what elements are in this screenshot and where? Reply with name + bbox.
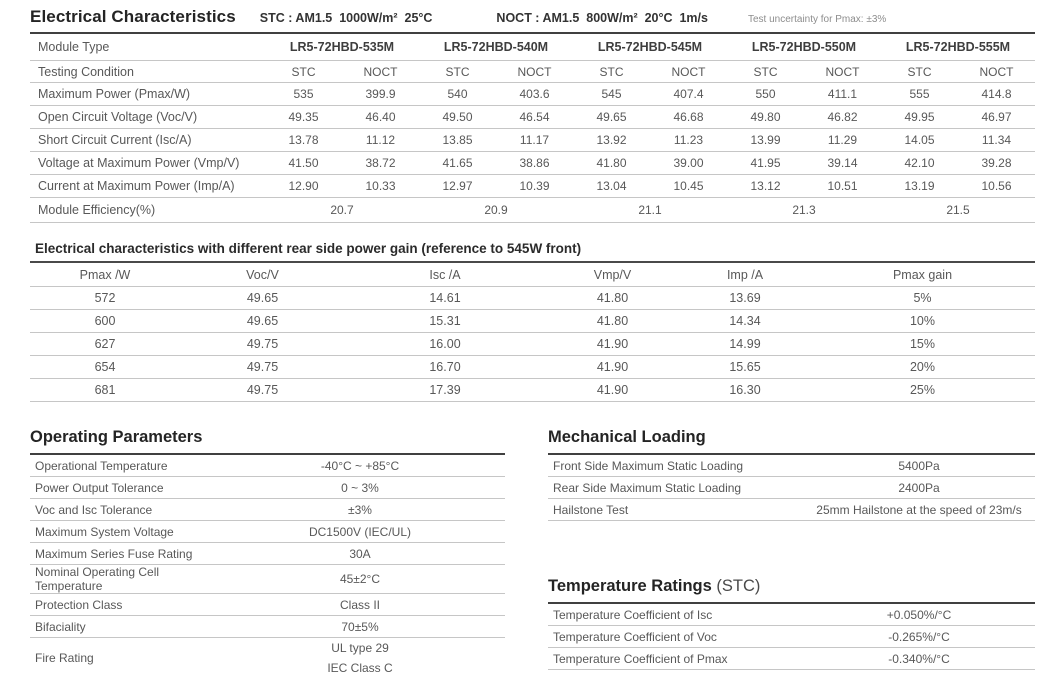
- stc-test-condition: STC : AM1.5 1000W/m² 25°C: [259, 11, 433, 25]
- value-line: -0.265%/°C: [888, 629, 950, 644]
- value-cell: 627: [94, 337, 116, 351]
- electrical-characteristics-header: [30, 0, 1035, 34]
- page-title: Electrical Characteristics: [30, 7, 236, 26]
- value-cell: 41.50: [288, 156, 319, 170]
- value-cell: 49.75: [246, 337, 279, 351]
- value-cell: 49.35: [288, 110, 319, 124]
- value-line: IEC Class C: [327, 661, 393, 673]
- row-label: Temperature Coefficient of Isc: [553, 607, 713, 622]
- efficiency-value: 21.3: [792, 203, 816, 217]
- table-row: [30, 565, 505, 594]
- operating-parameters-panel: [30, 428, 505, 673]
- table-row: [30, 543, 505, 565]
- value-line: 30A: [349, 546, 371, 561]
- table-row: [30, 616, 505, 638]
- row-value: [215, 500, 505, 520]
- column-header: Imp /A: [726, 267, 764, 282]
- table-row: [30, 175, 1035, 198]
- condition-header: NOCT: [979, 64, 1014, 79]
- value-cell: 14.99: [729, 337, 761, 351]
- value-cell: 407.4: [673, 87, 704, 101]
- row-label: Maximum System Voltage: [35, 524, 174, 539]
- row-value: [215, 544, 505, 564]
- row-label: Short Circuit Current (Isc/A): [38, 133, 192, 147]
- temperature-ratings-table: [548, 604, 1035, 670]
- table-row: [30, 106, 1035, 129]
- value-cell: 11.29: [827, 133, 858, 147]
- value-cell: 5%: [913, 291, 932, 305]
- condition-header: STC: [907, 64, 932, 79]
- value-cell: 12.97: [442, 179, 473, 193]
- condition-header: NOCT: [363, 64, 398, 79]
- table-row: [30, 379, 1035, 402]
- column-header: Vmp/V: [593, 267, 632, 282]
- condition-header: STC: [753, 64, 778, 79]
- efficiency-value: 21.5: [946, 203, 970, 217]
- value-line: 0 ~ 3%: [341, 480, 379, 495]
- value-cell: 10.39: [519, 179, 550, 193]
- row-value: [215, 617, 505, 637]
- value-line: DC1500V (IEC/UL): [308, 524, 412, 539]
- row-value: [215, 569, 505, 589]
- table-row: [30, 333, 1035, 356]
- noct-test-condition: NOCT : AM1.5 800W/m² 20°C 1m/s: [496, 11, 708, 25]
- value-line: ±3%: [348, 502, 372, 517]
- value-cell: 41.65: [442, 156, 473, 170]
- column-header: Voc/V: [246, 267, 279, 282]
- value-cell: 49.75: [246, 383, 279, 397]
- module-type-label: Module Type: [38, 40, 110, 54]
- value-cell: 38.86: [519, 156, 550, 170]
- value-cell: 49.95: [904, 110, 935, 124]
- module-type-name: LR5-72HBD-545M: [597, 40, 703, 54]
- value-line: -0.340%/°C: [888, 651, 950, 666]
- temperature-ratings-panel: [548, 577, 1035, 670]
- value-cell: 411.1: [827, 87, 858, 101]
- value-cell: 41.80: [596, 314, 629, 328]
- table-row: [30, 129, 1035, 152]
- table-row: [30, 455, 505, 477]
- row-value: [215, 638, 505, 673]
- table-row: [30, 521, 505, 543]
- value-cell: 14.34: [729, 314, 761, 328]
- value-cell: 10.56: [981, 179, 1012, 193]
- value-line: Class II: [339, 597, 380, 612]
- value-cell: 20%: [909, 360, 936, 374]
- value-cell: 39.00: [673, 156, 704, 170]
- row-label: Module Efficiency(%): [38, 203, 156, 217]
- row-label: Fire Rating: [35, 651, 94, 665]
- row-label: Operational Temperature: [35, 458, 168, 473]
- value-cell: 49.65: [246, 314, 279, 328]
- value-cell: 39.14: [827, 156, 858, 170]
- value-cell: 49.65: [596, 110, 627, 124]
- row-label: Protection Class: [35, 597, 123, 612]
- value-cell: 13.69: [729, 291, 761, 305]
- table-row: [548, 604, 1035, 626]
- value-cell: 39.28: [981, 156, 1012, 170]
- value-line: UL type 29: [331, 641, 389, 655]
- value-cell: 572: [94, 291, 116, 305]
- condition-header: STC: [445, 64, 470, 79]
- row-value: [215, 522, 505, 542]
- efficiency-row: [30, 198, 1035, 223]
- value-cell: 414.8: [981, 87, 1012, 101]
- value-cell: 49.75: [246, 360, 279, 374]
- value-cell: 600: [94, 314, 116, 328]
- value-cell: 15%: [909, 337, 936, 351]
- value-line: 5400Pa: [898, 458, 940, 473]
- table-row: [30, 310, 1035, 333]
- value-cell: 38.72: [365, 156, 396, 170]
- condition-header: NOCT: [825, 64, 860, 79]
- temperature-ratings-title: [548, 577, 1035, 604]
- table-row: [30, 287, 1035, 310]
- value-cell: 681: [94, 383, 116, 397]
- value-cell: 49.65: [246, 291, 279, 305]
- value-cell: 42.10: [904, 156, 935, 170]
- row-value: [215, 478, 505, 498]
- value-cell: 17.39: [429, 383, 461, 397]
- row-label: Rear Side Maximum Static Loading: [553, 480, 742, 495]
- uncertainty-note: Test uncertainty for Pmax: ±3%: [747, 14, 887, 25]
- module-type-name: LR5-72HBD-540M: [443, 40, 549, 54]
- value-cell: 16.70: [429, 360, 461, 374]
- value-cell: 535: [293, 87, 314, 101]
- value-cell: 15.65: [729, 360, 761, 374]
- row-value: [803, 456, 1035, 476]
- value-cell: 10.33: [365, 179, 396, 193]
- value-cell: 46.82: [827, 110, 858, 124]
- column-header: Isc /A: [429, 267, 461, 282]
- rear-gain-section-title: Electrical characteristics with different rear side power gain (reference to 545W front): [30, 241, 1035, 263]
- table-row: [30, 638, 505, 673]
- row-label: Front Side Maximum Static Loading: [553, 458, 744, 473]
- mechanical-loading-panel: [548, 428, 1035, 521]
- condition-header: STC: [599, 64, 624, 79]
- efficiency-value: 20.9: [484, 203, 508, 217]
- value-line: 25mm Hailstone at the speed of 23m/s: [816, 502, 1022, 517]
- row-label: Nominal Operating Cell Temperature: [35, 565, 160, 593]
- table-row: [30, 152, 1035, 175]
- value-cell: 41.95: [750, 156, 781, 170]
- operating-parameters-title: Operating Parameters: [30, 428, 505, 455]
- value-cell: 41.80: [596, 156, 627, 170]
- right-column: [548, 428, 1035, 673]
- value-cell: 12.90: [288, 179, 319, 193]
- value-cell: 540: [447, 87, 468, 101]
- row-value: [803, 627, 1035, 647]
- value-cell: 15.31: [429, 314, 461, 328]
- condition-header: STC: [291, 64, 316, 79]
- row-label: Temperature Coefficient of Voc: [553, 629, 717, 644]
- table-row: [548, 477, 1035, 499]
- value-cell: 49.50: [442, 110, 473, 124]
- value-cell: 41.90: [596, 337, 629, 351]
- testing-condition-label: Testing Condition: [38, 64, 134, 79]
- module-type-name: LR5-72HBD-555M: [905, 40, 1011, 54]
- rear-gain-header-row: [30, 263, 1035, 287]
- value-cell: 13.19: [904, 179, 935, 193]
- row-value: [215, 595, 505, 615]
- value-cell: 10.45: [673, 179, 704, 193]
- row-label: Current at Maximum Power (Imp/A): [38, 179, 235, 193]
- efficiency-value: 21.1: [638, 203, 662, 217]
- value-cell: 555: [909, 87, 930, 101]
- value-cell: 13.04: [596, 179, 627, 193]
- value-cell: 11.12: [365, 133, 396, 147]
- value-line: 70±5%: [341, 619, 379, 634]
- value-cell: 13.92: [596, 133, 627, 147]
- module-type-name: LR5-72HBD-535M: [289, 40, 395, 54]
- value-cell: 11.17: [519, 133, 550, 147]
- electrical-characteristics-table: [30, 34, 1035, 223]
- value-cell: 550: [755, 87, 776, 101]
- value-cell: 10.51: [827, 179, 858, 193]
- table-row: [30, 356, 1035, 379]
- row-label: Hailstone Test: [553, 502, 629, 517]
- value-cell: 46.54: [519, 110, 550, 124]
- table-row: [548, 499, 1035, 521]
- row-label: Voltage at Maximum Power (Vmp/V): [38, 156, 240, 170]
- operating-parameters-table: [30, 455, 505, 673]
- value-cell: 41.90: [596, 360, 629, 374]
- row-label: Voc and Isc Tolerance: [35, 502, 153, 517]
- value-cell: 13.85: [442, 133, 473, 147]
- condition-header: NOCT: [517, 64, 552, 79]
- value-cell: 14.05: [904, 133, 935, 147]
- value-cell: 545: [601, 87, 622, 101]
- module-type-row: [30, 34, 1035, 61]
- value-cell: 16.30: [729, 383, 761, 397]
- value-line: +0.050%/°C: [886, 607, 952, 622]
- value-cell: 14.61: [429, 291, 461, 305]
- condition-header: NOCT: [671, 64, 706, 79]
- module-type-name: LR5-72HBD-550M: [751, 40, 857, 54]
- rear-gain-table: [30, 263, 1035, 402]
- row-value: [803, 605, 1035, 625]
- row-label: Open Circuit Voltage (Voc/V): [38, 110, 198, 124]
- table-row: [548, 648, 1035, 670]
- table-row: [548, 626, 1035, 648]
- value-cell: 654: [94, 360, 116, 374]
- table-row: [548, 455, 1035, 477]
- temperature-ratings-title-suffix: (STC): [711, 577, 761, 595]
- testing-condition-row: [30, 61, 1035, 83]
- value-cell: 403.6: [519, 87, 550, 101]
- value-cell: 46.40: [365, 110, 396, 124]
- value-line: 2400Pa: [898, 480, 940, 495]
- row-value: [803, 500, 1035, 520]
- value-cell: 41.80: [596, 291, 629, 305]
- value-cell: 16.00: [429, 337, 461, 351]
- table-row: [30, 594, 505, 616]
- value-cell: 46.97: [981, 110, 1012, 124]
- row-value: [803, 478, 1035, 498]
- row-label: Bifaciality: [35, 619, 86, 634]
- value-cell: 13.78: [288, 133, 319, 147]
- value-cell: 11.34: [981, 133, 1012, 147]
- value-line: -40°C ~ +85°C: [320, 458, 400, 473]
- column-header: Pmax gain: [892, 267, 953, 282]
- value-cell: 46.68: [673, 110, 704, 124]
- value-cell: 25%: [909, 383, 936, 397]
- column-header: Pmax /W: [79, 267, 131, 282]
- value-cell: 41.90: [596, 383, 629, 397]
- table-row: [30, 477, 505, 499]
- table-row: [30, 83, 1035, 106]
- table-row: [30, 499, 505, 521]
- value-cell: 13.99: [750, 133, 781, 147]
- mechanical-loading-title: Mechanical Loading: [548, 428, 1035, 455]
- bottom-panels: [30, 428, 1035, 673]
- row-label: Temperature Coefficient of Pmax: [553, 651, 728, 666]
- row-label: Power Output Tolerance: [35, 480, 164, 495]
- value-cell: 399.9: [365, 87, 396, 101]
- efficiency-value: 20.7: [330, 203, 354, 217]
- row-label: Maximum Power (Pmax/W): [38, 87, 191, 101]
- value-line: 45±2°C: [339, 572, 381, 586]
- row-value: [803, 649, 1035, 669]
- mechanical-loading-table: [548, 455, 1035, 521]
- value-cell: 13.12: [750, 179, 781, 193]
- row-label: Maximum Series Fuse Rating: [35, 546, 193, 561]
- value-cell: 10%: [909, 314, 936, 328]
- value-cell: 49.80: [750, 110, 781, 124]
- value-cell: 11.23: [673, 133, 704, 147]
- temperature-ratings-title-text: Temperature Ratings: [548, 577, 712, 595]
- row-value: [215, 456, 505, 476]
